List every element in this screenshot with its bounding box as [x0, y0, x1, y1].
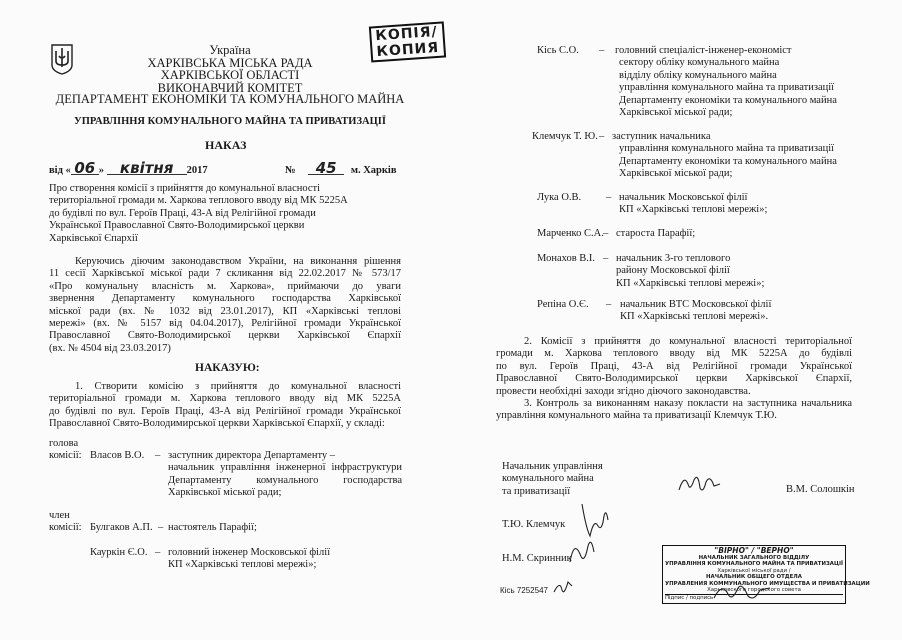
preamble-line: звернення Департаменту комунального господарства Харківської — [49, 293, 401, 305]
chair-label-line2: комісії: — [49, 450, 82, 462]
order-subject — [49, 183, 348, 245]
verified-stamp-line: Харьковского городского совета — [707, 587, 801, 594]
member-position-line: району Московської філії — [616, 265, 730, 277]
item-2-line: громади м. Харкова теплового вводу від МК 5225А до будівлі — [496, 348, 852, 360]
verified-stamp-line: НАЧАЛЬНИК ОБЩЕГО ОТДЕЛА — [706, 574, 802, 581]
order-title: НАКАЗ — [205, 138, 247, 152]
member-position-line: відділу обліку комунального майна — [619, 69, 777, 81]
member-position-line: Департаменту економіки та комунального майна — [619, 155, 837, 167]
copy-stamp-line1: КОПІЯ/ — [374, 23, 439, 45]
item-3-line: управління комунального майна та приватизації Клемчук Т.Ю. — [496, 410, 777, 422]
member-position — [619, 192, 767, 217]
member-position-line: сектору обліку комунального майна — [619, 57, 780, 69]
item-1-line: до будівлі по вул. Героїв Праці, 43-А від Релігійної громади Української — [49, 405, 401, 417]
chair-position-line: Департаменту комунального господарства — [168, 474, 402, 486]
member-position-line: головний спеціаліст-інженер-економіст — [615, 45, 792, 56]
trident-coat-of-arms-icon — [50, 43, 74, 75]
executor-signature — [552, 576, 574, 598]
member-dash: – — [603, 253, 609, 264]
copy-stamp — [369, 21, 446, 62]
item-1-line: Православної Свято-Володимирської церкви Харківської Єпархії, у складі: — [49, 418, 385, 430]
member-position-line: управління комунального майна та приватизації — [619, 82, 835, 94]
member-position-line: начальник 3-го теплового — [616, 253, 731, 264]
signatory-title-line: комунального майна — [502, 473, 594, 485]
member-name: Лука О.В. — [537, 192, 582, 203]
order-number-line — [285, 159, 397, 177]
member-name: Репіна О.Є. — [537, 299, 589, 310]
subject-line: територіальної громади м. Харкова теплового вводу від МК 5225А — [49, 195, 348, 207]
order-city: м. Харків — [350, 165, 397, 176]
number-sign: № — [285, 165, 296, 176]
preamble-line: 11 сесії Харківської міської ради 7 скликання від 22.02.2017 № 573/17 — [49, 268, 401, 280]
member-position-line: головний інженер Московської філії — [168, 547, 331, 558]
chair-name: Власов В.О. — [90, 450, 145, 461]
preamble-line: мережі» (вх. № 5157 від 04.04.2017), Релігійної громади Української — [49, 318, 401, 330]
member-name: Монахов В.І. — [537, 253, 596, 264]
chair-dash: – — [155, 450, 161, 461]
member-position-line: КП «Харківські теплові мережі»; — [168, 559, 317, 571]
member-position-line: Харківської міської ради; — [619, 107, 733, 119]
member-position: староста Парафії; — [616, 228, 696, 239]
executor: Кісь 7252547 — [500, 586, 548, 595]
verified-stamp-signature — [712, 580, 772, 604]
member-dash: – — [606, 299, 612, 310]
preamble-line: (вх. № 4504 від 23.03.2017) — [49, 342, 171, 354]
order-year: 2017 — [186, 165, 208, 176]
member-position: настоятель Парафії; — [168, 522, 257, 533]
chair-position-line: заступник директора Департаменту – — [168, 450, 336, 461]
item-1-line: територіальної громади м. Харкова теплового вводу від МК 5225А — [49, 393, 401, 405]
signatory-title-line: Начальник управління — [502, 461, 603, 472]
member-position-line: Департаменту економіки та комунального майна — [619, 94, 837, 106]
member-position-line: начальник Московської філії — [619, 192, 748, 203]
member-position-line: КП «Харківські теплові мережі»; — [619, 204, 768, 216]
director-signature — [676, 470, 722, 500]
decree-title: НАКАЗУЮ: — [195, 362, 260, 374]
chair-label — [49, 438, 82, 463]
letterhead-region: ХАРКІВСЬКОЇ ОБЛАСТІ — [160, 68, 300, 83]
letterhead-council: ХАРКІВСЬКА МІСЬКА РАДА — [147, 55, 313, 70]
verified-stamp-line: УПРАВЛІННЯ КОМУНАЛЬНОГО МАЙНА ТА ПРИВАТИЗАЦІЇ — [665, 561, 843, 568]
order-day: 06 — [71, 162, 99, 175]
chair-position-line: начальник управління інженерної інфраструктури — [168, 462, 402, 474]
member-dash: – — [603, 228, 609, 239]
date-mid: » — [98, 165, 105, 176]
member-name: Кісь С.О. — [537, 45, 579, 56]
member-name: Клемчук Т. Ю. — [532, 131, 598, 142]
order-date-line — [49, 159, 208, 177]
member-dash: – — [606, 192, 612, 203]
item-2-line: 2. Комісії з прийняття до комунальної власності територіальної — [524, 336, 852, 347]
item-2-line: Православної Свято-Володимирської церкви Харківської Єпархії, — [496, 373, 852, 385]
subject-line: до будівлі по вул. Героїв Праці, 43-А від Релігійної громади — [49, 207, 316, 219]
members-label-line2: комісії: — [49, 522, 82, 534]
signatory-title — [502, 461, 603, 498]
preamble-line: міської ради (вх. № 1032 від 23.01.2017), КП «Харківські теплові — [49, 305, 401, 317]
verified-stamp-line: Харківської міської ради / — [717, 567, 791, 574]
letterhead — [80, 44, 380, 94]
subject-line: Харківської Єпархії — [49, 232, 138, 244]
member-name: Марченко С.А. — [537, 228, 604, 239]
chair-label-line1: голова — [49, 438, 79, 449]
member-position — [612, 131, 837, 181]
letterhead-country: Україна — [209, 43, 251, 57]
item-2-line: по вул. Героїв Праці, 43-А від Релігійної громади Української — [496, 360, 852, 372]
signatory-name: В.М. Солошкін — [786, 484, 855, 495]
member-position — [615, 45, 837, 119]
order-month: квітня — [107, 162, 187, 175]
member-dash: – — [599, 131, 605, 142]
preamble-line: Православної Свято-Володимирської церкви Харківської Єпархії — [49, 330, 401, 342]
member-name: Булгаков А.П. — [90, 522, 153, 533]
item-1-line: 1. Створити комісію з прийняття до комунальної власності — [75, 381, 401, 392]
letterhead-committee: ВИКОНАВЧИЙ КОМІТЕТ — [157, 80, 303, 95]
date-prefix: від « — [49, 165, 71, 176]
subject-line: Про створення комісії з прийняття до комунальної власності — [49, 183, 321, 194]
item-3-line: 3. Контроль за виконанням наказу покласти на заступника начальника — [524, 398, 852, 409]
preamble-line: Керуючись діючим законодавством України, на виконання рішення — [75, 256, 401, 267]
item-3 — [496, 398, 852, 423]
member-dash: – — [155, 547, 161, 558]
verified-stamp-sign-label: Підпис / подпись — [665, 594, 843, 601]
verified-stamp-line: УПРАВЛЕНИЯ КОММУНАЛЬНОГО ИМУЩЕСТВА И ПРИВАТИЗАЦИИ — [665, 580, 870, 587]
order-number: 45 — [308, 162, 344, 175]
member-position-line: управління комунального майна та приватизації — [619, 143, 835, 155]
approval-name: Т.Ю. Клемчук — [502, 519, 566, 530]
preamble-line: «Про комунальну власність м. Харкова», приймаючи до уваги — [49, 280, 401, 292]
member-position — [616, 253, 764, 290]
member-dash: – — [599, 45, 605, 56]
item-2 — [496, 336, 852, 398]
subject-line: Української Православної Свято-Володимирської церкви — [49, 220, 305, 232]
member-position-line: Харківської міської ради; — [619, 168, 733, 180]
chair-position — [168, 450, 402, 500]
member-position-line: начальник ВТС Московської філії — [620, 299, 772, 310]
copy-stamp-line2: КОПИЯ — [376, 39, 440, 61]
preamble — [49, 256, 401, 355]
members-label — [49, 510, 82, 535]
approval-name: Н.М. Скринник — [502, 553, 572, 564]
member-position-line: заступник начальника — [612, 131, 711, 142]
verified-stamp-line: НАЧАЛЬНИК ЗАГАЛЬНОГО ВІДДІЛУ — [698, 555, 810, 561]
member-position — [168, 547, 330, 572]
chair-position-line: Харківської міської ради; — [168, 487, 282, 499]
member-position — [620, 299, 771, 324]
member-name: Кауркін Є.О. — [90, 547, 148, 558]
letterhead-directorate: УПРАВЛІННЯ КОМУНАЛЬНОГО МАЙНА ТА ПРИВАТИЗАЦІЇ — [74, 116, 386, 127]
item-1 — [49, 381, 401, 431]
member-position-line: КП «Харківські теплові мережі». — [620, 311, 769, 323]
member-position-line: КП «Харківські теплові мережі»; — [616, 277, 765, 289]
verified-stamp-title: "ВІРНО" / "ВЕРНО" — [714, 546, 794, 555]
letterhead-department: ДЕПАРТАМЕНТ ЕКОНОМІКИ ТА КОМУНАЛЬНОГО МАЙНА — [55, 92, 405, 106]
item-2-line: провести необхідні заходи згідно діючого законодавства. — [496, 385, 751, 397]
signatory-title-line: та приватизації — [502, 485, 571, 497]
approval-signature — [566, 532, 596, 572]
member-dash: – — [158, 522, 164, 533]
members-label-line1: член — [49, 510, 70, 521]
